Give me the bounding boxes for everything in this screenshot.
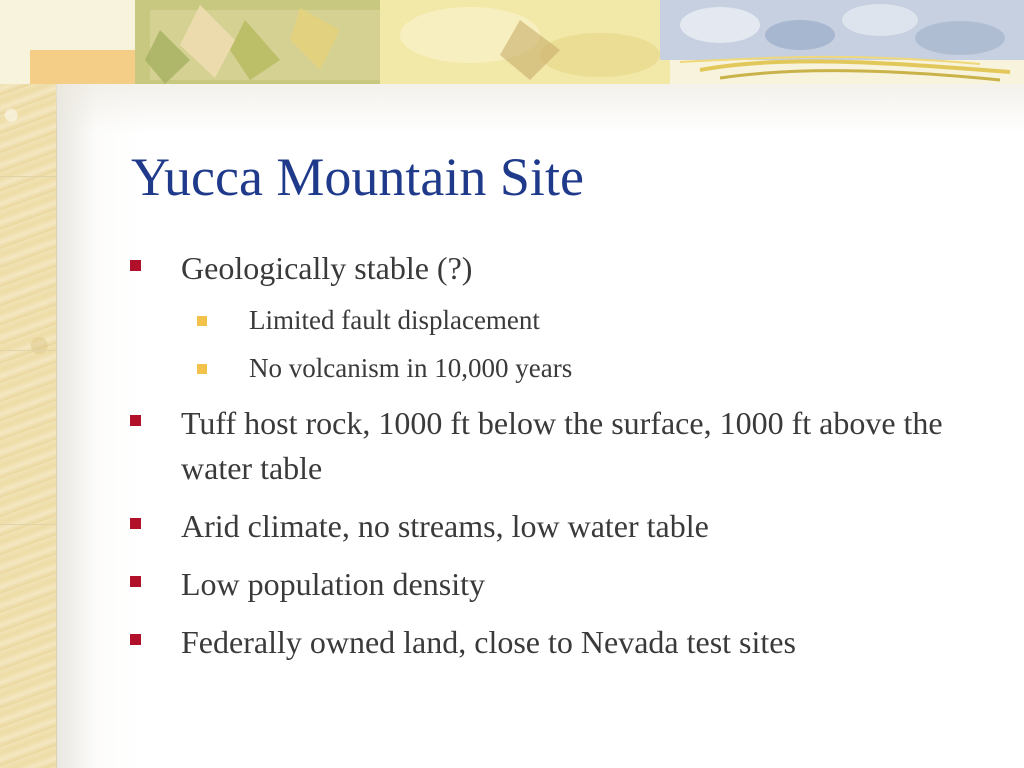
- square-bullet-icon: [130, 576, 141, 587]
- sub-bullet-item: [197, 352, 572, 384]
- top-band-shadow: [56, 84, 1024, 134]
- bullet-text: Tuff host rock, 1000 ft below the surface, 1000 ft above the water table: [181, 405, 943, 486]
- collage-flower: [842, 4, 918, 36]
- bullet-item: [130, 562, 981, 607]
- bullet-item: [130, 401, 981, 491]
- square-bullet-icon: [130, 634, 141, 645]
- bullet-text: Arid climate, no streams, low water table: [181, 508, 709, 544]
- collage-flower: [765, 20, 835, 50]
- collage-flower: [915, 21, 1005, 55]
- sub-bullet-item: [197, 304, 540, 336]
- bullet-text: Federally owned land, close to Nevada test sites: [181, 624, 796, 660]
- square-bullet-icon: [130, 260, 141, 271]
- square-bullet-icon: [130, 415, 141, 426]
- bullet-item: [130, 504, 981, 549]
- texture-seam: [0, 176, 56, 177]
- sub-bullet-text: No volcanism in 10,000 years: [249, 353, 573, 383]
- bullet-item: [130, 620, 981, 665]
- collage-grass: [720, 71, 1000, 80]
- texture-seam: [0, 350, 56, 351]
- slide-title: Yucca Mountain Site: [131, 147, 584, 207]
- bullet-text: Geologically stable (?): [181, 250, 473, 286]
- bullet-item: [130, 246, 981, 291]
- bullet-text: Low population density: [181, 566, 485, 602]
- collage-flower: [680, 7, 760, 43]
- square-sub-bullet-icon: [197, 316, 207, 326]
- texture-seam: [0, 524, 56, 525]
- collage-ochre-strip: [30, 50, 140, 84]
- sub-bullet-text: Limited fault displacement: [249, 305, 540, 335]
- square-sub-bullet-icon: [197, 364, 207, 374]
- square-bullet-icon: [130, 518, 141, 529]
